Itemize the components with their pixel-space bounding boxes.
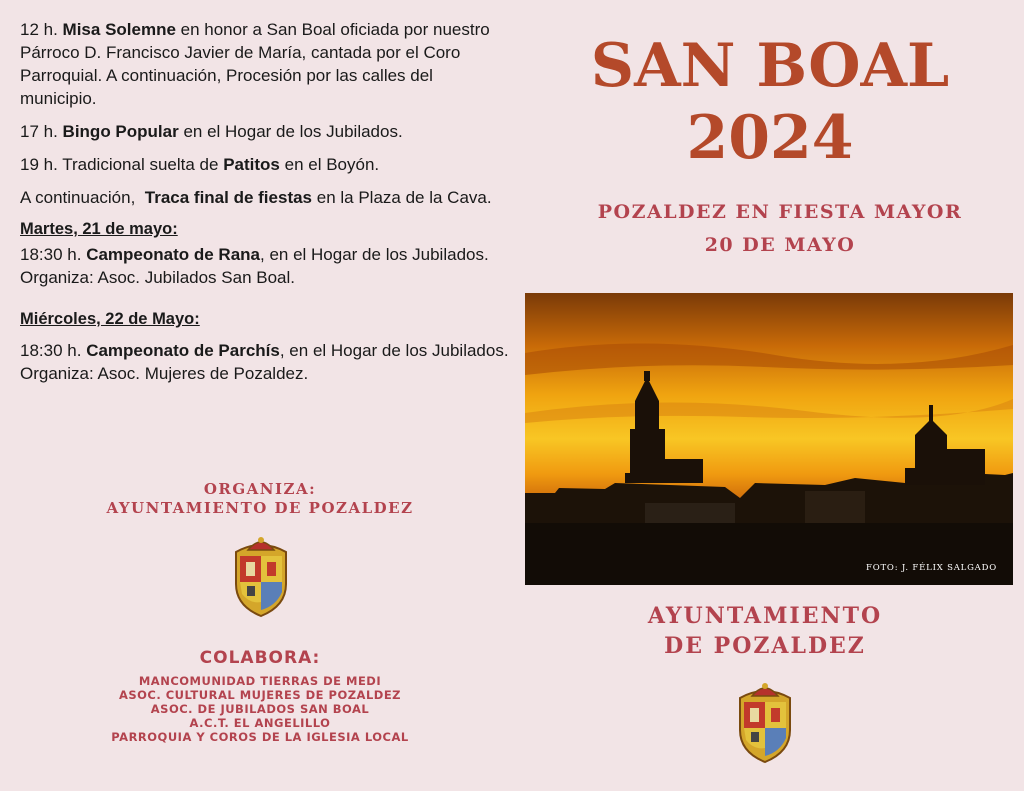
event-details: , en el Hogar de los Jubilados. Organiza: Asoc. Mujeres de Pozaldez. [20, 341, 509, 383]
organiza-block [60, 480, 460, 518]
event-name: Campeonato de Parchís [86, 341, 280, 360]
title-line-1: SAN BOAL [590, 31, 950, 101]
event-rana [20, 243, 510, 289]
day-heading-miercoles: Miércoles, 22 de Mayo: [20, 310, 200, 328]
subtitle-line-2: 20 DE MAYO [704, 234, 856, 256]
event-misa [20, 18, 510, 110]
poster-title [560, 30, 980, 174]
organiza-name: AYUNTAMIENTO DE POZALDEZ [106, 499, 414, 517]
event-name: Misa Solemne [62, 20, 176, 39]
event-parchis [20, 339, 510, 385]
event-details: en la Plaza de la Cava. [312, 188, 492, 207]
list-item: A.C.T. EL ANGELILLO [189, 716, 331, 730]
event-time: 17 h. [20, 122, 58, 141]
photo-credit: FOTO: J. FÉLIX SALGADO [866, 563, 997, 573]
subtitle-line-1: POZALDEZ EN FIESTA MAYOR [597, 201, 963, 223]
event-details: en el Hogar de los Jubilados. [178, 122, 403, 141]
ayuntamiento-line-1: AYUNTAMIENTO [647, 603, 883, 629]
sunset-village-image [525, 293, 1013, 585]
event-name: Bingo Popular [62, 122, 179, 141]
poster-subtitle [540, 196, 1020, 262]
organiza-label: ORGANIZA: [203, 480, 317, 498]
ayuntamiento-line-2: DE POZALDEZ [664, 633, 866, 659]
list-item: MANCOMUNIDAD TIERRAS DE MEDI [138, 674, 382, 688]
list-item: PARROQUIA Y COROS DE LA IGLESIA LOCAL [111, 730, 409, 744]
event-details: , en el Hogar de los Jubilados. Organiza: Asoc. Jubilados San Boal. [20, 245, 489, 287]
event-details: en el Boyón. [279, 155, 380, 174]
day-heading-martes: Martes, 21 de mayo: [20, 220, 178, 238]
event-time: A continuación, [20, 188, 136, 207]
colabora-list [60, 674, 460, 744]
event-name: Traca final de fiestas [144, 188, 313, 207]
event-traca [20, 186, 510, 209]
coat-of-arms-icon [734, 678, 796, 764]
event-time: 18:30 h. [20, 341, 82, 360]
event-time: 18:30 h. [20, 245, 82, 264]
list-item: ASOC. CULTURAL MUJERES DE POZALDEZ [118, 688, 402, 702]
title-line-2: 2024 [686, 103, 854, 173]
event-name: Campeonato de Rana [86, 245, 260, 264]
coat-of-arms-icon [230, 532, 292, 618]
list-item: ASOC. DE JUBILADOS SAN BOAL [150, 702, 370, 716]
event-name: Patitos [223, 155, 280, 174]
sunset-photo [525, 293, 1013, 585]
event-bingo [20, 120, 510, 143]
program-column [20, 18, 510, 395]
event-time: 19 h. Tradicional suelta de [20, 155, 219, 174]
colabora-title: COLABORA: [199, 648, 321, 668]
ayuntamiento-title [600, 601, 930, 661]
event-patitos [20, 153, 510, 176]
event-time: 12 h. [20, 20, 58, 39]
event-details: en honor a San Boal oficiada por nuestro Párroco D. Francisco Javier de María, cantada por el Coro Parroquial. A continuación, Procesión por las calles del municipio. [20, 20, 490, 108]
